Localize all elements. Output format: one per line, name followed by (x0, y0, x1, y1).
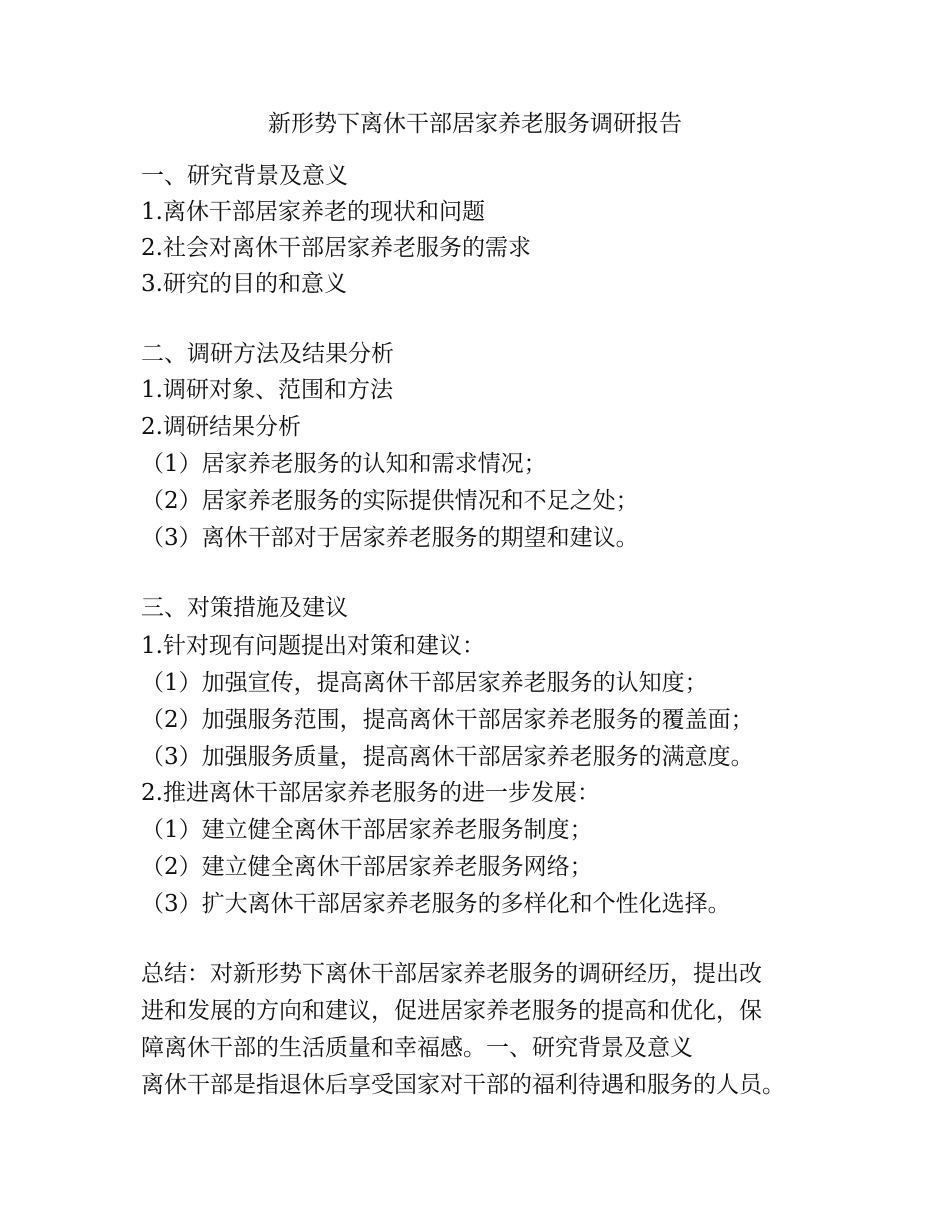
list-item: （2）居家养老服务的实际提供情况和不足之处； (141, 488, 639, 514)
section-heading-measures: 三、对策措施及建议 (141, 595, 348, 621)
list-item: （3）离休干部对于居家养老服务的期望和建议。 (141, 525, 639, 551)
summary-paragraph-line: 总结：对新形势下离休干部居家养老服务的调研经历，提出改 (141, 961, 762, 987)
section-heading-background: 一、研究背景及意义 (141, 163, 348, 189)
list-item: 2.调研结果分析 (141, 414, 301, 440)
document-title: 新形势下离休干部居家养老服务调研报告 (268, 111, 682, 137)
list-item: 2.社会对离休干部居家养老服务的需求 (141, 235, 531, 261)
list-item: 1.离休干部居家养老的现状和问题 (141, 199, 485, 225)
list-item: 1.针对现有问题提出对策和建议： (141, 633, 485, 659)
list-item: （1）居家养老服务的认知和需求情况； (141, 451, 547, 477)
list-item: （2）建立健全离休干部居家养老服务网络； (141, 854, 593, 880)
list-item: 1.调研对象、范围和方法 (141, 377, 393, 403)
list-item: 3.研究的目的和意义 (141, 271, 347, 297)
body-paragraph-line: 离休干部是指退休后享受国家对干部的福利待遇和服务的人员。 (141, 1072, 785, 1098)
section-heading-methods: 二、调研方法及结果分析 (141, 341, 394, 367)
list-item: （3）加强服务质量，提高离休干部居家养老服务的满意度。 (141, 744, 754, 770)
list-item: （2）加强服务范围，提高离休干部居家养老服务的覆盖面； (141, 707, 754, 733)
summary-paragraph-line: 进和发展的方向和建议，促进居家养老服务的提高和优化，保 (141, 998, 762, 1024)
list-item: 2.推进离休干部居家养老服务的进一步发展： (141, 780, 600, 806)
summary-paragraph-line: 障离休干部的生活质量和幸福感。一、研究背景及意义 (141, 1035, 693, 1061)
list-item: （1）加强宣传，提高离休干部居家养老服务的认知度； (141, 670, 708, 696)
list-item: （3）扩大离休干部居家养老服务的多样化和个性化选择。 (141, 891, 731, 917)
list-item: （1）建立健全离休干部居家养老服务制度； (141, 817, 593, 843)
